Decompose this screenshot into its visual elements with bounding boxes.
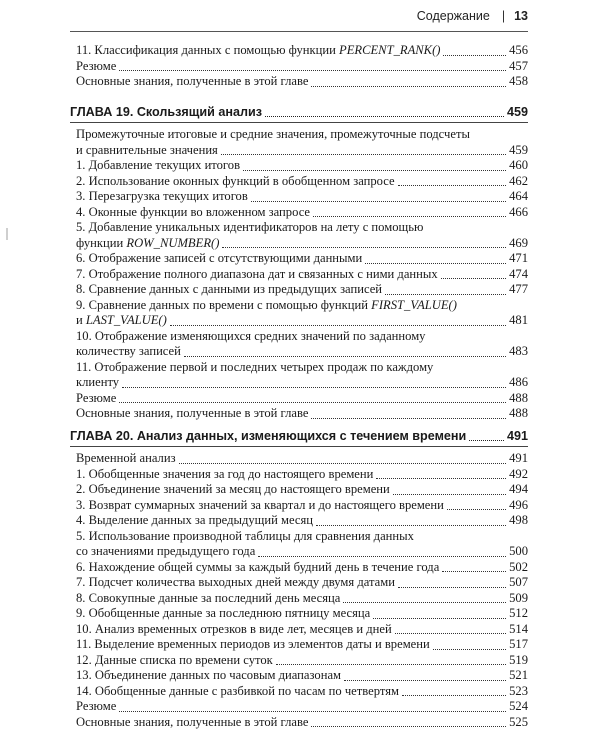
page-number: 486 xyxy=(509,375,528,389)
toc-entry[interactable]: Резюме 524 xyxy=(76,699,528,713)
page-number: 459 xyxy=(506,105,528,119)
toc-entry[interactable]: 3. Перезагрузка текущих итогов 464 xyxy=(76,189,528,203)
toc-entry[interactable]: 5. Добавление уникальных идентификаторов на лету с помощью функции ROW_NUMBER() 469 xyxy=(76,220,528,250)
toc-entry[interactable]: 6. Отображение записей с отсутствующими данными 471 xyxy=(76,251,528,265)
page-number: 494 xyxy=(509,482,528,496)
toc-entry[interactable]: 9. Сравнение данных по времени с помощью функций FIRST_VALUE() и LAST_VALUE() 481 xyxy=(76,297,528,327)
page-number: 491 xyxy=(506,429,528,443)
page-number: 458 xyxy=(509,74,528,88)
chapter-rule xyxy=(70,122,528,123)
page-number: 507 xyxy=(509,575,528,589)
page-number: 500 xyxy=(509,544,528,558)
page-number: 488 xyxy=(509,406,528,420)
page-number: 459 xyxy=(509,142,528,157)
page-number: 483 xyxy=(509,344,528,358)
page-number: 524 xyxy=(509,699,528,713)
page-number: 464 xyxy=(509,189,528,203)
page-number: 456 xyxy=(509,43,528,57)
toc-entry[interactable]: 2. Использование оконных функций в обобщенном запросе 462 xyxy=(76,173,528,188)
chapter-rule xyxy=(70,446,528,447)
toc-entry[interactable]: 4. Оконные функции во вложенном запросе 466 xyxy=(76,204,528,219)
toc-entry[interactable]: 1. Добавление текущих итогов 460 xyxy=(76,158,528,172)
toc-entry[interactable]: Основные знания, полученные в этой главе 458 xyxy=(76,74,528,88)
toc-entry[interactable]: 11. Классификация данных с помощью функции PERCENT_RANK() 456 xyxy=(76,43,528,57)
page-number: 517 xyxy=(509,637,528,651)
toc-entry[interactable]: 10. Отображение изменяющихся средних значений по заданному количеству записей 483 xyxy=(76,328,528,358)
toc-entry[interactable]: Временной анализ 491 xyxy=(76,451,528,465)
header-page-number: 13 xyxy=(514,9,528,23)
toc-entry[interactable]: 7. Отображение полного диапазона дат и связанных с ними данных 474 xyxy=(76,266,528,281)
toc-entry[interactable]: 11. Выделение временных периодов из элементов даты и времени 517 xyxy=(76,637,528,651)
toc-entry[interactable]: Резюме 488 xyxy=(76,390,528,405)
page-number: 502 xyxy=(509,559,528,574)
page-number: 492 xyxy=(509,466,528,481)
page-number: 514 xyxy=(509,621,528,636)
toc-entry[interactable]: 13. Объединение данных по часовым диапазонам 521 xyxy=(76,668,528,682)
toc-entry[interactable]: 1. Обобщенные значения за год до настоящего времени 492 xyxy=(76,466,528,481)
page-number: 462 xyxy=(509,173,528,188)
page-number: 512 xyxy=(509,606,528,620)
toc-entry[interactable]: Промежуточные итоговые и средние значения, промежуточные подсчеты и сравнительные значения 459 xyxy=(76,127,528,157)
chapter-heading[interactable]: ГЛАВА 20. Анализ данных, изменяющихся с течением времени 491 xyxy=(70,429,528,443)
chapter-heading[interactable]: ГЛАВА 19. Скользящий анализ 459 xyxy=(70,105,528,119)
page-number: 474 xyxy=(509,266,528,281)
page-number: 460 xyxy=(509,158,528,172)
toc-entry[interactable]: 4. Выделение данных за предыдущий месяц 498 xyxy=(76,513,528,527)
chapter-19-section xyxy=(70,104,528,422)
page-number: 457 xyxy=(509,58,528,73)
toc-top-entries xyxy=(70,43,528,90)
page-number: 488 xyxy=(509,390,528,405)
page-number: 521 xyxy=(509,668,528,682)
toc-entry[interactable]: Резюме 457 xyxy=(76,58,528,73)
toc-entry[interactable]: 10. Анализ временных отрезков в виде лет, месяцев и дней 514 xyxy=(76,621,528,636)
toc-entry[interactable]: 8. Сравнение данных с данными из предыдущих записей 477 xyxy=(76,282,528,296)
toc-entry[interactable]: Основные знания, полученные в этой главе 488 xyxy=(76,406,528,420)
page-number: 496 xyxy=(509,497,528,512)
toc-entry[interactable]: 6. Нахождение общей суммы за каждый будний день в течение года 502 xyxy=(76,559,528,574)
toc-entry[interactable]: 5. Использование производной таблицы для сравнения данных со значениями предыдущего года 500 xyxy=(76,528,528,558)
toc-entry[interactable]: Основные знания, полученные в этой главе 525 xyxy=(76,714,528,729)
page-number: 469 xyxy=(509,235,528,250)
page-number: 466 xyxy=(509,204,528,219)
toc-entry[interactable]: 8. Совокупные данные за последний день месяца 509 xyxy=(76,590,528,605)
page-number: 509 xyxy=(509,590,528,605)
page-number: 519 xyxy=(509,652,528,667)
edge-mark xyxy=(6,228,8,240)
header-separator: | xyxy=(501,9,506,23)
page-number: 471 xyxy=(509,251,528,265)
page-number: 498 xyxy=(509,513,528,527)
toc-entry[interactable]: 3. Возврат суммарных значений за квартал и до настоящего времени 496 xyxy=(76,497,528,512)
page-number: 491 xyxy=(509,451,528,465)
page-number: 525 xyxy=(509,714,528,729)
toc-entry[interactable]: 2. Объединение значений за месяц до настоящего времени 494 xyxy=(76,482,528,496)
header-rule xyxy=(70,31,528,32)
toc-entry[interactable]: 7. Подсчет количества выходных дней между двумя датами 507 xyxy=(76,575,528,589)
page-number: 477 xyxy=(509,282,528,296)
page-number: 481 xyxy=(509,313,528,327)
toc-entry[interactable]: 11. Отображение первой и последних четырех продаж по каждому клиенту 486 xyxy=(76,359,528,389)
header-title: Содержание xyxy=(416,9,490,23)
page-number: 523 xyxy=(509,683,528,698)
toc-entry[interactable]: 14. Обобщенные данные с разбивкой по часам по четвертям 523 xyxy=(76,683,528,698)
running-header xyxy=(417,9,528,23)
toc-entry[interactable]: 12. Данные списка по времени суток 519 xyxy=(76,652,528,667)
toc-entry[interactable]: 9. Обобщенные данные за последнюю пятницу месяца 512 xyxy=(76,606,528,620)
chapter-20-section xyxy=(70,428,528,730)
